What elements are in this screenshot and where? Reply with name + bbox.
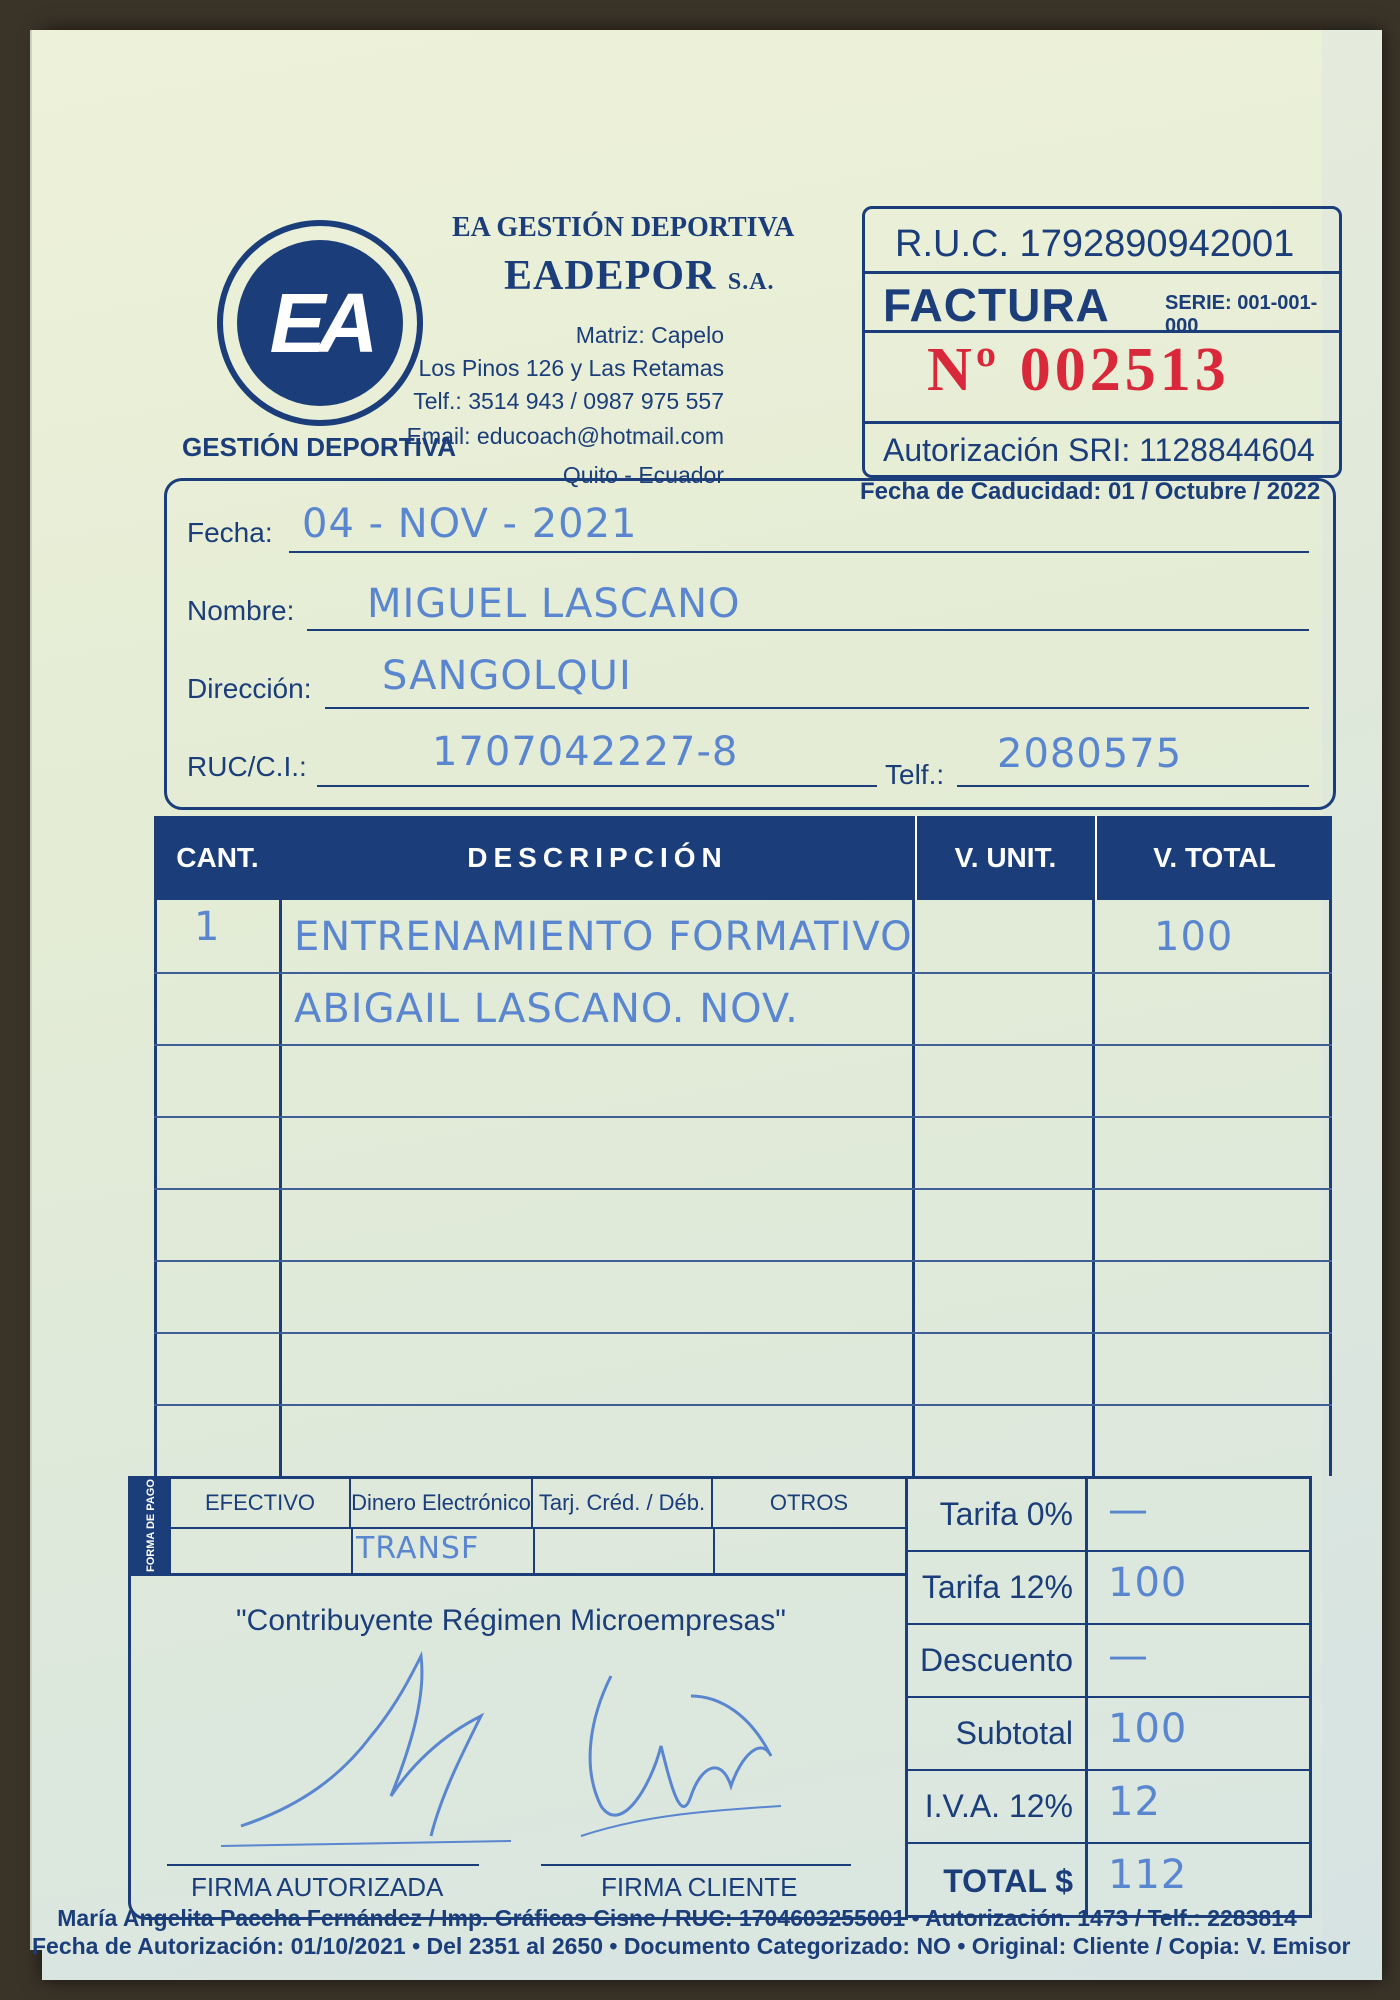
invoice-header-box [862,206,1342,478]
company-suffix: S.A. [727,269,775,295]
authorized-sign-line [167,1864,479,1866]
logo-text: EA [237,240,403,406]
company-email: Email: educoach@hotmail.com [406,423,724,449]
ruc-number: R.U.C. 1792890942001 [895,223,1295,265]
tarifa-0-value: — [1108,1487,1149,1533]
pay-divider [171,1527,905,1529]
nombre-value: MIGUEL LASCANO [367,581,741,627]
descuento-value: — [1108,1633,1149,1679]
company-name [504,252,775,300]
total-row-descuento [908,1625,1309,1698]
pay-tarjeta: Tarj. Créd. / Déb. [533,1479,713,1527]
direccion-label: Dirección: [187,673,312,704]
tarifa-12-label: Tarifa 12% [908,1552,1088,1623]
fecha-line [289,551,1309,553]
nombre-label: Nombre: [187,595,295,626]
telf-value: 2080575 [997,731,1183,777]
company-matriz: Matriz: Capelo [575,322,724,348]
pay-col-line [713,1527,715,1576]
header-cant: CANT. [154,816,281,900]
company-phones: Telf.: 3514 943 / 0987 975 557 [413,388,724,414]
descuento-label: Descuento [908,1625,1088,1696]
printer-footer-1: María Angelita Paccha Fernández / Imp. Gráficas Cisne / RUC: 1704603255001 • Autorización. 1473 / Telf.: 2283814 [57,1905,1297,1931]
client-signature-icon [551,1636,811,1876]
logo-caption: GESTIÓN DEPORTIVA [182,432,456,462]
total-row-tarifa-12 [908,1552,1309,1625]
total-label: TOTAL $ [908,1844,1088,1918]
row-line [154,1260,1332,1262]
iva-value: 12 [1108,1779,1161,1825]
invoice-number-value: 002513 [1019,336,1230,404]
nombre-line [307,629,1309,631]
fecha-label: Fecha: [187,517,273,548]
autorizacion-row [865,421,1339,478]
pay-dinero-electronico: Dinero Electrónico [351,1479,533,1527]
pay-otros: OTROS [769,1490,849,1515]
ruc-ci-line [317,785,877,787]
company-address: Los Pinos 126 y Las Retamas [418,355,724,381]
factura-row [865,271,1339,337]
totals-box [908,1476,1312,1918]
header-vtotal: V. TOTAL [1094,816,1332,900]
tarifa-12-value: 100 [1108,1560,1188,1606]
row-line [154,972,1332,974]
company-logo [217,220,423,426]
row-line [154,1116,1332,1118]
autorizacion-sri: Autorización SRI: 1128844604 [883,432,1315,468]
company-tagline: EA GESTIÓN DEPORTIVA [452,212,795,243]
col-divider-1 [279,816,282,1476]
row-line [154,1188,1332,1190]
document-serie: SERIE: 001-001-000 [1165,292,1318,337]
row-line [154,1404,1332,1406]
pay-col-line [351,1527,353,1576]
forma-de-pago-label: FORMA DE PAGO [131,1479,171,1573]
firma-cliente-label: FIRMA CLIENTE [601,1872,798,1902]
contribuyente-regimen: "Contribuyente Régimen Microempresas" [236,1604,786,1637]
invoice-sheet [30,30,1351,1959]
authorized-signature-icon [221,1636,521,1866]
iva-label: I.V.A. 12% [908,1771,1088,1842]
client-sign-line [541,1864,851,1866]
row-line [154,1044,1332,1046]
direccion-line [325,707,1309,709]
telf-label: Telf.: [885,759,945,790]
payment-methods [128,1476,908,1576]
subtotal-value: 100 [1108,1706,1188,1752]
fecha-value: 04 - NOV - 2021 [302,501,638,547]
item-1-cant: 1 [194,904,221,950]
items-table [154,816,1332,1476]
header-vunit: V. UNIT. [914,816,1094,900]
pay-selected-value: TRANSF [356,1531,480,1566]
ruc-ci-value: 1707042227-8 [432,729,739,775]
telf-line [957,785,1309,787]
item-2-desc: ABIGAIL LASCANO. NOV. [294,986,799,1032]
total-row-tarifa-0 [908,1479,1309,1552]
col-divider-3 [1092,816,1095,1476]
ruc-ci-label: RUC/C.I.: [187,751,307,782]
client-info-box [164,478,1336,810]
printer-footer-2: Fecha de Autorización: 01/10/2021 • Del 2351 al 2650 • Documento Categorizado: NO • Original: Cliente / Copia: V. Emisor [32,1933,1351,1959]
pay-efectivo: EFECTIVO [171,1479,351,1527]
item-1-desc: ENTRENAMIENTO FORMATIVO [294,914,913,960]
total-value: 112 [1108,1852,1188,1898]
header-descripcion: DESCRIPCIÓN [281,816,914,900]
table-border-right [1329,816,1332,1476]
invoice-number [927,335,1230,406]
table-border-left [154,816,157,1476]
company-name-text: EADEPOR [504,253,717,299]
subtotal-label: Subtotal [908,1698,1088,1769]
direccion-value: SANGOLQUI [382,653,632,699]
invoice-number-prefix: Nº [927,336,1001,404]
signature-area [128,1576,908,1920]
total-row-subtotal [908,1698,1309,1771]
document-type: FACTURA [883,279,1110,331]
pay-col-line [533,1527,535,1576]
total-row-iva [908,1771,1309,1844]
row-line [154,1332,1332,1334]
tarifa-0-label: Tarifa 0% [908,1479,1088,1550]
fecha-caducidad: Fecha de Caducidad: 01 / Octubre / 2022 [860,478,1321,505]
item-1-vtotal: 100 [1154,914,1234,960]
company-city: Quito - Ecuador [562,462,724,488]
firma-autorizada-label: FIRMA AUTORIZADA [191,1872,444,1902]
